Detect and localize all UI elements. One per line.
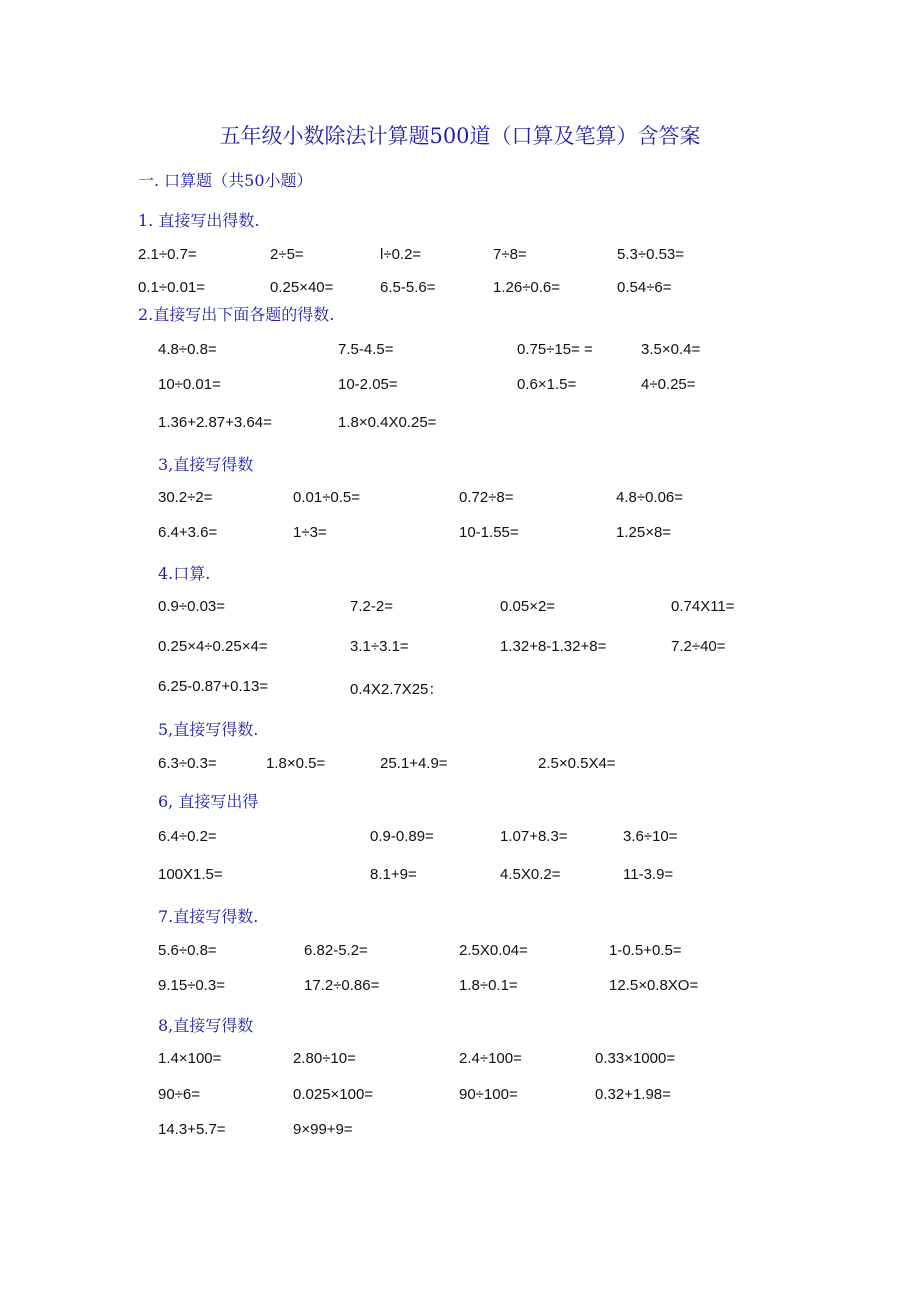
problem-item: 10-2.05= xyxy=(338,376,398,393)
problem-item: 2.5X0.04= xyxy=(459,942,528,959)
problem-item: 0.9÷0.03= xyxy=(158,598,226,615)
problem-item: 1.8÷0.1= xyxy=(459,977,518,994)
problem-item: 8.1+9= xyxy=(370,866,417,883)
problem-item: 6.25-0.87+0.13= xyxy=(158,678,269,695)
problem-group-heading: 6, 直接写出得 xyxy=(158,792,259,811)
problem-item: 0.32+1.98= xyxy=(595,1086,671,1103)
problem-item: 0.75÷15= = xyxy=(517,341,593,358)
problem-item: 0.9-0.89= xyxy=(370,828,434,845)
problem-group-heading: 4.口算. xyxy=(158,564,211,583)
problem-item: 6.82-5.2= xyxy=(304,942,368,959)
problem-item: 0.72÷8= xyxy=(459,489,514,506)
problem-item: 11-3.9= xyxy=(623,866,674,883)
problem-item: 0.025×100= xyxy=(293,1086,374,1103)
problem-item: 2÷5= xyxy=(270,246,304,263)
problem-item: 6.4÷0.2= xyxy=(158,828,217,845)
problem-item: 2.80÷10= xyxy=(293,1050,356,1067)
problem-item: 90÷100= xyxy=(459,1086,518,1103)
problem-item: 12.5×0.8XO= xyxy=(609,977,699,994)
problem-item: 0.1÷0.01= xyxy=(138,279,206,296)
problem-item: 4.8÷0.06= xyxy=(616,489,684,506)
problem-item: 2.4÷100= xyxy=(459,1050,522,1067)
problem-item: 7.2÷40= xyxy=(671,638,726,655)
problem-item: 6.4+3.6= xyxy=(158,524,218,541)
problem-item: 4÷0.25= xyxy=(641,376,696,393)
problem-item: 1-0.5+0.5= xyxy=(609,942,682,959)
problem-item: 90÷6= xyxy=(158,1086,201,1103)
problem-item: 7÷8= xyxy=(493,246,527,263)
problem-item: 4.5X0.2= xyxy=(500,866,561,883)
problem-item: 0.6×1.5= xyxy=(517,376,577,393)
problem-item: 7.5-4.5= xyxy=(338,341,394,358)
problem-item: 2.5×0.5X4= xyxy=(538,755,616,772)
problem-group-heading: 8,直接写得数 xyxy=(158,1016,254,1035)
problem-item: 0.54÷6= xyxy=(617,279,672,296)
problem-item: 1.26÷0.6= xyxy=(493,279,561,296)
problem-item: 1.36+2.87+3.64= xyxy=(158,414,272,431)
problem-item: 0.33×1000= xyxy=(595,1050,676,1067)
problem-item: 7.2-2= xyxy=(350,598,393,615)
problem-group-heading: 5,直接写得数. xyxy=(158,720,259,739)
problem-item: 30.2÷2= xyxy=(158,489,213,506)
problem-item: 10÷0.01= xyxy=(158,376,221,393)
problem-item: 6.3÷0.3= xyxy=(158,755,217,772)
problem-item: 2.1÷0.7= xyxy=(138,246,197,263)
problem-item: 9×99+9= xyxy=(293,1121,353,1138)
problem-item: 6.5-5.6= xyxy=(380,279,436,296)
section-heading: 一. 口算题（共50小题） xyxy=(138,171,313,190)
problem-item: 3.5×0.4= xyxy=(641,341,701,358)
problem-item: 0.01÷0.5= xyxy=(293,489,361,506)
problem-item: 0.4X2.7X25： xyxy=(350,681,444,698)
problem-item: 5.6÷0.8= xyxy=(158,942,217,959)
problem-group-heading: 2.直接写出下面各题的得数. xyxy=(138,305,335,324)
problem-item: 10-1.55= xyxy=(459,524,519,541)
problem-item: 1÷3= xyxy=(293,524,327,541)
problem-item: 17.2÷0.86= xyxy=(304,977,380,994)
problem-item: 1.07+8.3= xyxy=(500,828,568,845)
problem-group-heading: 3,直接写得数 xyxy=(158,455,254,474)
problem-group-heading: 7.直接写得数. xyxy=(158,907,259,926)
problem-item: 4.8÷0.8= xyxy=(158,341,217,358)
problem-item: 25.1+4.9= xyxy=(380,755,448,772)
problem-item: 1.4×100= xyxy=(158,1050,222,1067)
problem-item: 14.3+5.7= xyxy=(158,1121,226,1138)
problem-item: l÷0.2= xyxy=(380,246,422,263)
problem-item: 0.05×2= xyxy=(500,598,556,615)
problem-item: 100X1.5= xyxy=(158,866,223,883)
problem-item: 5.3÷0.53= xyxy=(617,246,685,263)
problem-item: 1.25×8= xyxy=(616,524,672,541)
problem-item: 0.25×40= xyxy=(270,279,334,296)
document-title: 五年级小数除法计算题500道（口算及笔算）含答案 xyxy=(219,124,701,148)
problem-item: 1.8×0.5= xyxy=(266,755,326,772)
problem-item: 0.25×4÷0.25×4= xyxy=(158,638,268,655)
problem-item: 1.32+8-1.32+8= xyxy=(500,638,607,655)
problem-group-heading: 1. 直接写出得数. xyxy=(138,211,260,230)
problem-item: 9.15÷0.3= xyxy=(158,977,226,994)
problem-item: 1.8×0.4X0.25= xyxy=(338,414,437,431)
problem-item: 3.1÷3.1= xyxy=(350,638,409,655)
problem-item: 3.6÷10= xyxy=(623,828,678,845)
problem-item: 0.74X11= xyxy=(671,598,735,615)
